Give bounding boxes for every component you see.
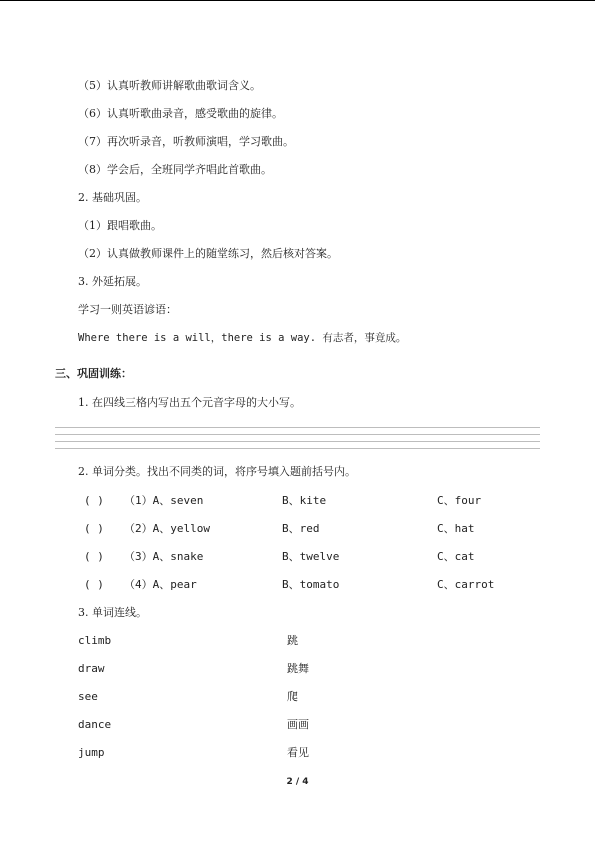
page-number: 2 / 4 xyxy=(286,777,309,787)
grid-line xyxy=(55,441,540,442)
option-a: （1）A、seven xyxy=(124,494,204,507)
proverb-text: Where there is a will，there is a way. 有志者，事竟成。 xyxy=(78,332,407,344)
option-c: C、carrot xyxy=(437,578,495,591)
proverb-intro: 学习一则英语谚语： xyxy=(78,303,177,316)
answer-bracket[interactable]: ( ) xyxy=(84,578,104,591)
answer-bracket[interactable]: ( ) xyxy=(84,522,104,535)
question-3: 3. 单词连线。 xyxy=(78,606,147,619)
match-chinese-word[interactable]: 跳 xyxy=(287,634,298,647)
option-a: （3）A、snake xyxy=(124,550,204,563)
match-english-word[interactable]: climb xyxy=(78,634,112,647)
match-chinese-word[interactable]: 画画 xyxy=(287,718,309,731)
step-exercise: （2）认真做教师课件上的随堂练习，然后核对答案。 xyxy=(78,247,338,260)
match-chinese-word[interactable]: 跳舞 xyxy=(287,662,309,675)
match-chinese-word[interactable]: 看见 xyxy=(287,746,309,759)
option-c: C、cat xyxy=(437,550,475,563)
option-b: B、kite xyxy=(282,494,327,507)
question-1: 1. 在四线三格内写出五个元音字母的大小写。 xyxy=(78,396,301,409)
answer-bracket[interactable]: ( ) xyxy=(84,494,104,507)
option-c: C、hat xyxy=(437,522,475,535)
match-english-word[interactable]: draw xyxy=(78,662,105,675)
step-5: （5）认真听教师讲解歌曲歌词含义。 xyxy=(78,79,261,92)
grid-line xyxy=(55,427,540,428)
option-b: B、red xyxy=(282,522,320,535)
match-chinese-word[interactable]: 爬 xyxy=(287,690,298,703)
option-a: （4）A、pear xyxy=(124,578,197,591)
option-b: B、twelve xyxy=(282,550,340,563)
question-2: 2. 单词分类。找出不同类的词，将序号填入题前括号内。 xyxy=(78,465,356,478)
step-sing-along: （1）跟唱歌曲。 xyxy=(78,219,162,232)
answer-bracket[interactable]: ( ) xyxy=(84,550,104,563)
step-8: （8）学会后，全班同学齐唱此首歌曲。 xyxy=(78,163,272,176)
grid-line xyxy=(55,448,540,449)
subsection-basic: 2. 基础巩固。 xyxy=(78,191,147,204)
page-top-border xyxy=(0,0,595,1)
option-a: （2）A、yellow xyxy=(124,522,210,535)
grid-line xyxy=(55,434,540,435)
match-english-word[interactable]: see xyxy=(78,690,98,703)
option-b: B、tomato xyxy=(282,578,340,591)
match-english-word[interactable]: jump xyxy=(78,746,105,759)
step-6: （6）认真听歌曲录音，感受歌曲的旋律。 xyxy=(78,107,283,120)
section-title: 三、巩固训练： xyxy=(55,367,132,380)
option-c: C、four xyxy=(437,494,482,507)
step-7: （7）再次听录音，听教师演唱，学习歌曲。 xyxy=(78,135,294,148)
subsection-extension: 3. 外延拓展。 xyxy=(78,275,147,288)
match-english-word[interactable]: dance xyxy=(78,718,112,731)
